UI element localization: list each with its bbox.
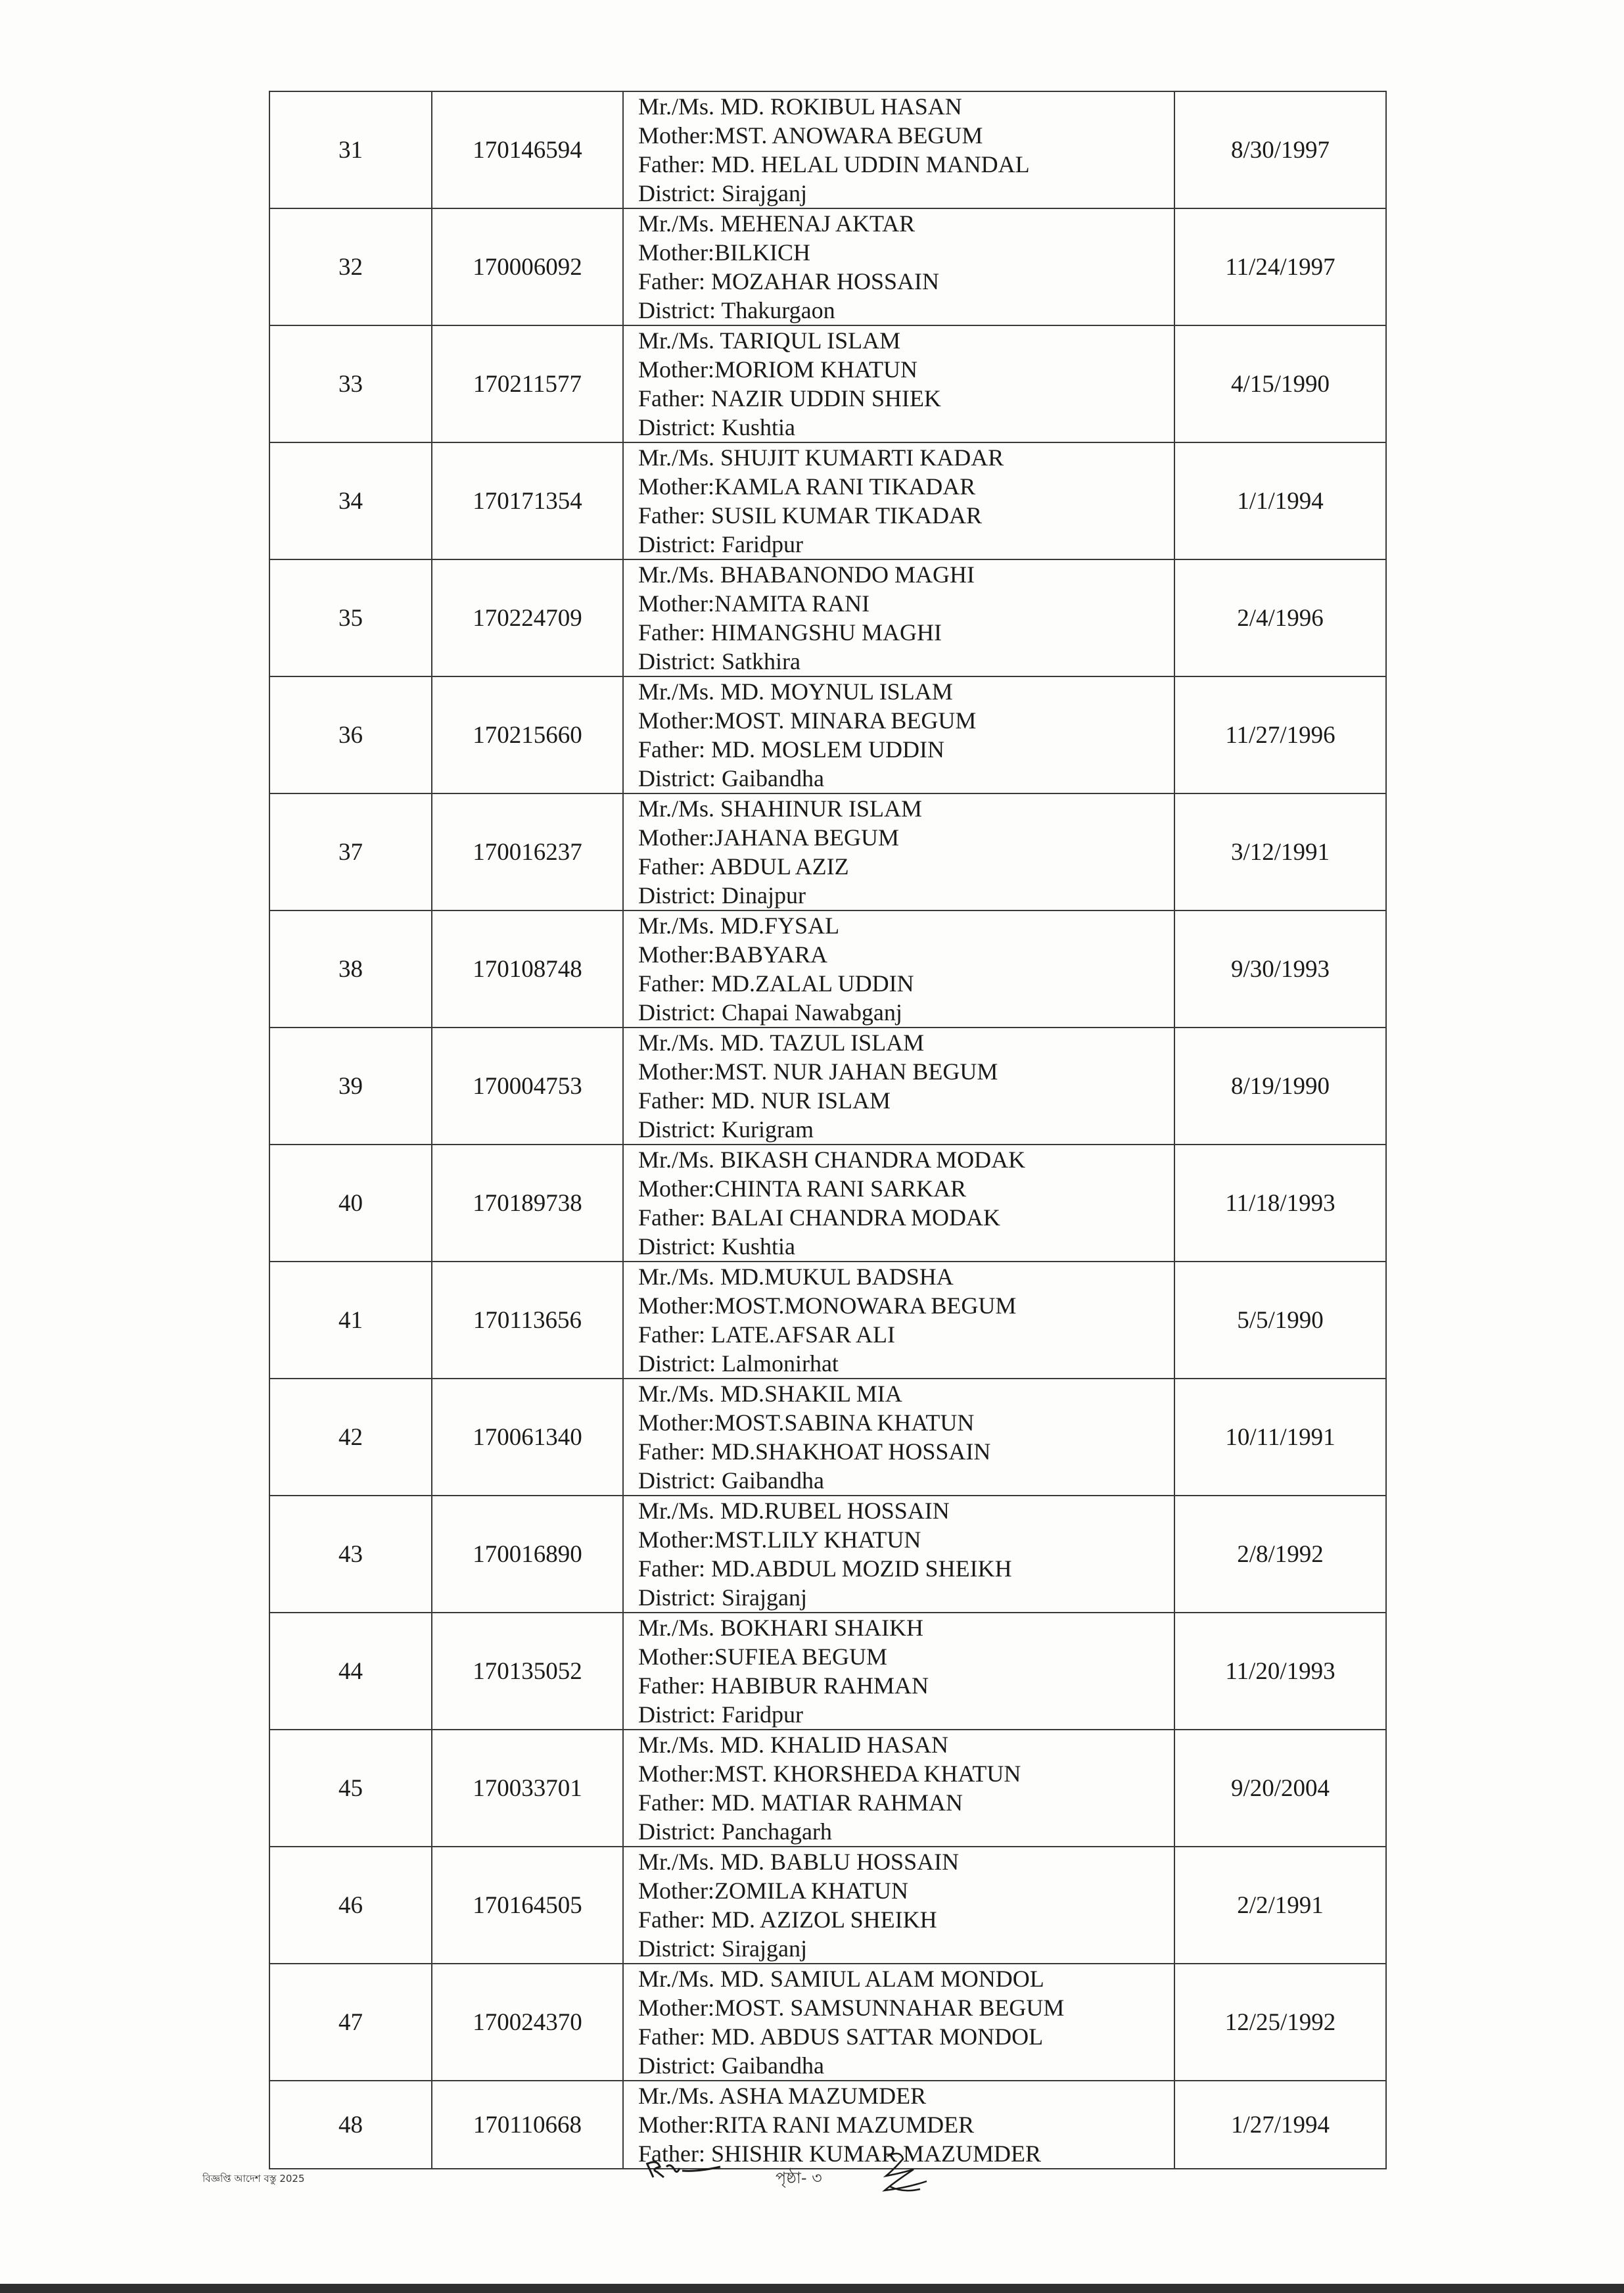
mother-name: Mother:MOST.SABINA KHATUN (638, 1409, 975, 1436)
date-of-birth-cell: 8/19/1990 (1174, 1028, 1386, 1145)
candidate-info-cell (623, 1262, 1174, 1379)
district-name: District: Lalmonirhat (638, 1350, 839, 1377)
candidate-info-cell (623, 325, 1174, 442)
candidate-name: Mr./Ms. MD.MUKUL BADSHA (638, 1264, 954, 1290)
candidate-name: Mr./Ms. MD. MOYNUL ISLAM (638, 678, 953, 705)
district-name: District: Faridpur (638, 531, 803, 557)
candidate-name: Mr./Ms. MD. SAMIUL ALAM MONDOL (638, 1966, 1044, 1992)
mother-name: Mother:MST. NUR JAHAN BEGUM (638, 1058, 998, 1085)
district-name: District: Chapai Nawabganj (638, 999, 902, 1026)
table-row (269, 1730, 1386, 1847)
serial-cell: 32 (269, 208, 432, 325)
district-name: District: Thakurgaon (638, 297, 835, 323)
father-name: Father: NAZIR UDDIN SHIEK (638, 385, 941, 412)
father-name: Father: MD. NUR ISLAM (638, 1087, 891, 1114)
candidate-rows (269, 91, 1386, 2169)
table-row (269, 325, 1386, 442)
table-row (269, 442, 1386, 559)
district-name: District: Dinajpur (638, 882, 806, 909)
table-row (269, 1613, 1386, 1730)
district-name: District: Satkhira (638, 648, 800, 674)
candidate-info-cell (623, 1730, 1174, 1847)
father-name: Father: MD. ABDUS SATTAR MONDOL (638, 2023, 1044, 2050)
date-of-birth-cell: 4/15/1990 (1174, 325, 1386, 442)
candidate-name: Mr./Ms. MD.SHAKIL MIA (638, 1381, 902, 1407)
candidate-name: Mr./Ms. MD.FYSAL (638, 912, 840, 939)
signature-initials (644, 2158, 723, 2184)
district-name: District: Sirajganj (638, 180, 807, 206)
table-row (269, 559, 1386, 676)
mother-name: Mother:MST. ANOWARA BEGUM (638, 122, 983, 149)
candidate-info-cell (623, 91, 1174, 208)
serial-cell: 33 (269, 325, 432, 442)
serial-cell: 46 (269, 1847, 432, 1964)
date-of-birth-cell: 9/20/2004 (1174, 1730, 1386, 1847)
mother-name: Mother:KAMLA RANI TIKADAR (638, 473, 976, 500)
roll-number-cell: 170215660 (432, 676, 623, 793)
table-row (269, 208, 1386, 325)
mother-name: Mother:NAMITA RANI (638, 590, 870, 617)
table-row (269, 1028, 1386, 1145)
candidate-info-cell (623, 910, 1174, 1028)
candidate-name: Mr./Ms. MD. BABLU HOSSAIN (638, 1849, 960, 1875)
candidate-name: Mr./Ms. SHUJIT KUMARTI KADAR (638, 444, 1004, 471)
mother-name: Mother:MST. KHORSHEDA KHATUN (638, 1761, 1021, 1787)
roll-number-cell: 170016237 (432, 793, 623, 910)
district-name: District: Gaibandha (638, 765, 824, 792)
roll-number-cell: 170211577 (432, 325, 623, 442)
mother-name: Mother:JAHANA BEGUM (638, 824, 900, 851)
table-row (269, 1847, 1386, 1964)
serial-cell: 40 (269, 1145, 432, 1262)
date-of-birth-cell: 1/27/1994 (1174, 2081, 1386, 2169)
district-name: District: Sirajganj (638, 1935, 807, 1962)
footer-note: বিজ্ঞপ্তি আদেশ বস্তু 2025 (202, 2173, 305, 2185)
date-of-birth-cell: 10/11/1991 (1174, 1379, 1386, 1496)
district-name: District: Panchagarh (638, 1818, 832, 1845)
roll-number-cell: 170108748 (432, 910, 623, 1028)
father-name: Father: MD. MATIAR RAHMAN (638, 1789, 963, 1816)
date-of-birth-cell: 5/5/1990 (1174, 1262, 1386, 1379)
table-row (269, 910, 1386, 1028)
roll-number-cell: 170061340 (432, 1379, 623, 1496)
candidate-table (269, 91, 1387, 2169)
father-name: Father: BALAI CHANDRA MODAK (638, 1204, 1000, 1231)
father-name: Father: HABIBUR RAHMAN (638, 1672, 929, 1699)
date-of-birth-cell: 1/1/1994 (1174, 442, 1386, 559)
roll-number-cell: 170006092 (432, 208, 623, 325)
table-row (269, 2081, 1386, 2169)
father-name: Father: MD. MOSLEM UDDIN (638, 736, 944, 763)
date-of-birth-cell: 3/12/1991 (1174, 793, 1386, 910)
candidate-name: Mr./Ms. MD. KHALID HASAN (638, 1732, 949, 1758)
roll-number-cell: 170110668 (432, 2081, 623, 2169)
roll-number-cell: 170004753 (432, 1028, 623, 1145)
father-name: Father: MD.ABDUL MOZID SHEIKH (638, 1555, 1012, 1582)
candidate-info-cell (623, 1028, 1174, 1145)
father-name: Father: MD.ZALAL UDDIN (638, 970, 914, 997)
father-name: Father: HIMANGSHU MAGHI (638, 619, 942, 646)
district-name: District: Faridpur (638, 1701, 803, 1728)
serial-cell: 47 (269, 1964, 432, 2081)
father-name: Father: MD.SHAKHOAT HOSSAIN (638, 1438, 991, 1465)
father-name: Father: SHISHIR KUMAR MAZUMDER (638, 2140, 1042, 2167)
father-name: Father: SUSIL KUMAR TIKADAR (638, 502, 983, 529)
roll-number-cell: 170164505 (432, 1847, 623, 1964)
date-of-birth-cell: 2/4/1996 (1174, 559, 1386, 676)
candidate-info-cell (623, 208, 1174, 325)
date-of-birth-cell: 11/27/1996 (1174, 676, 1386, 793)
candidate-info-cell (623, 1496, 1174, 1613)
table-row (269, 676, 1386, 793)
serial-cell: 31 (269, 91, 432, 208)
candidate-info-cell (623, 1964, 1174, 2081)
date-of-birth-cell: 9/30/1993 (1174, 910, 1386, 1028)
candidate-name: Mr./Ms. BIKASH CHANDRA MODAK (638, 1146, 1026, 1173)
mother-name: Mother:MOST. MINARA BEGUM (638, 707, 977, 734)
roll-number-cell: 170016890 (432, 1496, 623, 1613)
mother-name: Mother:ZOMILA KHATUN (638, 1878, 908, 1904)
roll-number-cell: 170224709 (432, 559, 623, 676)
serial-cell: 36 (269, 676, 432, 793)
serial-cell: 43 (269, 1496, 432, 1613)
mother-name: Mother:BABYARA (638, 941, 828, 968)
serial-cell: 45 (269, 1730, 432, 1847)
candidate-name: Mr./Ms. BHABANONDO MAGHI (638, 561, 975, 588)
serial-cell: 41 (269, 1262, 432, 1379)
mother-name: Mother:CHINTA RANI SARKAR (638, 1175, 967, 1202)
father-name: Father: ABDUL AZIZ (638, 853, 849, 880)
table-row (269, 1964, 1386, 2081)
serial-cell: 42 (269, 1379, 432, 1496)
candidate-info-cell (623, 1847, 1174, 1964)
roll-number-cell: 170135052 (432, 1613, 623, 1730)
table-row (269, 1145, 1386, 1262)
mother-name: Mother:MOST. SAMSUNNAHAR BEGUM (638, 1995, 1065, 2021)
roll-number-cell: 170024370 (432, 1964, 623, 2081)
mother-name: Mother:RITA RANI MAZUMDER (638, 2112, 975, 2138)
mother-name: Mother:MORIOM KHATUN (638, 356, 917, 383)
serial-cell: 44 (269, 1613, 432, 1730)
father-name: Father: MD. AZIZOL SHEIKH (638, 1906, 937, 1933)
table-row (269, 1379, 1386, 1496)
roll-number-cell: 170171354 (432, 442, 623, 559)
candidate-info-cell (623, 559, 1174, 676)
candidate-info-cell (623, 442, 1174, 559)
district-name: District: Gaibandha (638, 1467, 824, 1494)
mother-name: Mother:MOST.MONOWARA BEGUM (638, 1292, 1017, 1319)
candidate-info-cell (623, 1379, 1174, 1496)
candidate-name: Mr./Ms. BOKHARI SHAIKH (638, 1615, 924, 1641)
candidate-info-cell (623, 676, 1174, 793)
mother-name: Mother:MST.LILY KHATUN (638, 1526, 921, 1553)
table-row (269, 1496, 1386, 1613)
candidate-name: Mr./Ms. MEHENAJ AKTAR (638, 210, 916, 237)
date-of-birth-cell: 12/25/1992 (1174, 1964, 1386, 2081)
table-row (269, 1262, 1386, 1379)
district-name: District: Sirajganj (638, 1584, 807, 1611)
scan-edge (0, 2284, 1624, 2293)
roll-number-cell: 170113656 (432, 1262, 623, 1379)
candidate-name: Mr./Ms. SHAHINUR ISLAM (638, 795, 923, 822)
district-name: District: Gaibandha (638, 2052, 824, 2079)
serial-cell: 39 (269, 1028, 432, 1145)
table-row (269, 91, 1386, 208)
father-name: Father: LATE.AFSAR ALI (638, 1321, 895, 1348)
father-name: Father: MOZAHAR HOSSAIN (638, 268, 939, 295)
signature-mark (874, 2150, 933, 2202)
candidate-name: Mr./Ms. MD. TAZUL ISLAM (638, 1029, 925, 1056)
serial-cell: 37 (269, 793, 432, 910)
page-number: পৃষ্ঠা- ৩ (776, 2169, 822, 2187)
serial-cell: 35 (269, 559, 432, 676)
date-of-birth-cell: 11/20/1993 (1174, 1613, 1386, 1730)
district-name: District: Kushtia (638, 1233, 795, 1260)
serial-cell: 38 (269, 910, 432, 1028)
mother-name: Mother:SUFIEA BEGUM (638, 1643, 888, 1670)
serial-cell: 34 (269, 442, 432, 559)
table-row (269, 793, 1386, 910)
roll-number-cell: 170189738 (432, 1145, 623, 1262)
district-name: District: Kushtia (638, 414, 795, 440)
date-of-birth-cell: 11/24/1997 (1174, 208, 1386, 325)
date-of-birth-cell: 2/8/1992 (1174, 1496, 1386, 1613)
date-of-birth-cell: 2/2/1991 (1174, 1847, 1386, 1964)
roll-number-cell: 170033701 (432, 1730, 623, 1847)
serial-cell: 48 (269, 2081, 432, 2169)
father-name: Father: MD. HELAL UDDIN MANDAL (638, 151, 1030, 177)
date-of-birth-cell: 8/30/1997 (1174, 91, 1386, 208)
candidate-name: Mr./Ms. MD. ROKIBUL HASAN (638, 93, 962, 120)
roll-number-cell: 170146594 (432, 91, 623, 208)
candidate-name: Mr./Ms. TARIQUL ISLAM (638, 327, 901, 354)
date-of-birth-cell: 11/18/1993 (1174, 1145, 1386, 1262)
candidate-info-cell (623, 1145, 1174, 1262)
mother-name: Mother:BILKICH (638, 239, 810, 266)
candidate-info-cell (623, 1613, 1174, 1730)
candidate-info-cell (623, 793, 1174, 910)
candidate-name: Mr./Ms. MD.RUBEL HOSSAIN (638, 1498, 950, 1524)
district-name: District: Kurigram (638, 1116, 814, 1143)
candidate-name: Mr./Ms. ASHA MAZUMDER (638, 2083, 927, 2109)
